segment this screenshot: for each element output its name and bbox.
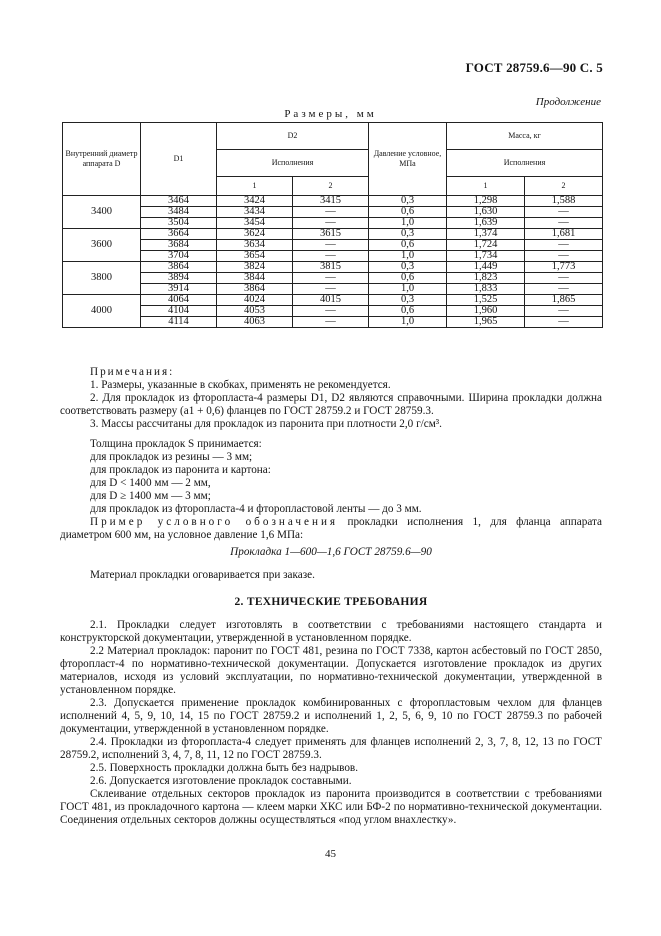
material-note: Материал прокладки оговаривается при заказе. — [90, 569, 315, 581]
table-cell: 3864 — [141, 262, 217, 273]
table-cell: 3504 — [141, 218, 217, 229]
table-cell: 1,525 — [447, 295, 525, 306]
table-cell: 1,823 — [447, 273, 525, 284]
table-cell: 0,6 — [369, 306, 447, 317]
table-cell: — — [293, 240, 369, 251]
header-pressure: Давление условное, МПа — [369, 123, 447, 196]
thickness-line: Толщина прокладок S принимается: — [90, 438, 262, 450]
table-cell: 1,0 — [369, 251, 447, 262]
thickness-line: для прокладок из фторопласта-4 и фторопластовой ленты — до 3 мм. — [90, 503, 422, 515]
table-cell: — — [293, 207, 369, 218]
table-cell: 1,0 — [369, 218, 447, 229]
sizes-caption: Размеры, мм — [284, 108, 377, 120]
thickness-line: для D < 1400 мм — 2 мм, — [90, 477, 211, 489]
table-row — [63, 306, 603, 317]
table-cell: 0,3 — [369, 295, 447, 306]
table-cell: 3844 — [217, 273, 293, 284]
designation: Прокладка 1—600—1,6 ГОСТ 28759.6—90 — [230, 546, 432, 558]
table-cell: 1,773 — [525, 262, 603, 273]
table-cell: 1,0 — [369, 317, 447, 328]
paragraph-2-3: 2.3. Допускается применение прокладок комбинированных с фторопластовым чехлом для фланцев исполнений 4, 5, 9, 10, 14, 15 по ГОСТ 28759.2 и исполнений 1, 2, 5, 6, 9, 10 по ГОСТ 28759.3 по рабочей документации, утвержденной в установленном порядке. — [60, 697, 602, 735]
note-2: 2. Для прокладок из фторопласта-4 размеры D1, D2 являются справочными. Ширина прокладки должна соответствовать размеру (a1 + 0,6) фланцев по ГОСТ 28759.2 и ГОСТ 28759.3. — [60, 392, 602, 417]
table-cell: 1,724 — [447, 240, 525, 251]
table-cell: 1,588 — [525, 196, 603, 207]
table-cell: 1,960 — [447, 306, 525, 317]
paragraph-2-6: 2.6. Допускается изготовление прокладок составными. — [90, 775, 352, 787]
example-text: прокладки исполнения 1, для фланца аппарата диаметром 600 мм, на условное давление 1,6 МПа: — [60, 516, 602, 541]
table-cell: 0,3 — [369, 229, 447, 240]
header-d2: D2 — [217, 123, 369, 150]
table-row — [63, 317, 603, 328]
table-row — [63, 262, 603, 273]
table-cell: — — [525, 284, 603, 295]
table-cell: — — [293, 251, 369, 262]
table-cell: 0,6 — [369, 273, 447, 284]
table-cell: 4053 — [217, 306, 293, 317]
table-cell: 1,298 — [447, 196, 525, 207]
table-cell: — — [293, 273, 369, 284]
table-cell: 1,833 — [447, 284, 525, 295]
table-row — [63, 295, 603, 306]
thickness-line: для D ≥ 1400 мм — 3 мм; — [90, 490, 211, 502]
table-cell: 3484 — [141, 207, 217, 218]
note-3: 3. Массы рассчитаны для прокладок из паронита при плотности 2,0 г/см³. — [90, 418, 442, 430]
table-cell: 4104 — [141, 306, 217, 317]
paragraph-2-5: 2.5. Поверхность прокладки должна быть без надрывов. — [90, 762, 358, 774]
table-cell: 0,3 — [369, 262, 447, 273]
table-cell: 3664 — [141, 229, 217, 240]
dimensions-table — [62, 122, 603, 328]
table-cell: 4063 — [217, 317, 293, 328]
table-cell: 3624 — [217, 229, 293, 240]
table-cell: 4064 — [141, 295, 217, 306]
table-cell: 1,734 — [447, 251, 525, 262]
paragraph-2-7: Склеивание отдельных секторов прокладок из паронита производится в соответствии с требованиями ГОСТ 481, из прокладочного картона — клеем марки ХКС или БФ-2 по нормативно-технической документации. Соединения отдельных секторов должны осуществляться «под углом внахлестку». — [60, 788, 602, 826]
table-cell: 3704 — [141, 251, 217, 262]
page-number: 45 — [325, 848, 336, 860]
thickness-line: для прокладок из паронита и картона: — [90, 464, 271, 476]
table-cell: 3615 — [293, 229, 369, 240]
table-cell: 1,965 — [447, 317, 525, 328]
table-cell: 1,639 — [447, 218, 525, 229]
table-row — [63, 218, 603, 229]
table-cell: — — [525, 240, 603, 251]
table-cell: — — [525, 306, 603, 317]
paragraph-2-4: 2.4. Прокладки из фторопласта-4 следует применять для фланцев исполнений 2, 3, 7, 8, 12, 13 по ГОСТ 28759.2, исполнений 3, 4, 7, 8, 11, 12 по ГОСТ 28759.3. — [60, 736, 602, 761]
table-cell: 1,374 — [447, 229, 525, 240]
note-1: 1. Размеры, указанные в скобках, применять не рекомендуется. — [90, 379, 391, 391]
table-cell: — — [525, 317, 603, 328]
table-cell: 3914 — [141, 284, 217, 295]
header-mass-version-1: 1 — [447, 177, 525, 196]
group-diameter: 3800 — [63, 262, 141, 295]
table-cell: — — [293, 218, 369, 229]
group-diameter: 3600 — [63, 229, 141, 262]
designation-example — [60, 516, 602, 542]
table-cell: — — [525, 251, 603, 262]
table-row — [63, 207, 603, 218]
table-cell: 3464 — [141, 196, 217, 207]
table-cell: 0,6 — [369, 207, 447, 218]
notes-block — [60, 366, 602, 431]
header-version-2: 2 — [293, 177, 369, 196]
table-row — [63, 251, 603, 262]
example-label: Пример условного обозначения — [90, 516, 339, 528]
header-versions-d2: Исполнения — [217, 150, 369, 177]
table-row — [63, 196, 603, 207]
table-cell: 3415 — [293, 196, 369, 207]
table-cell: — — [525, 207, 603, 218]
table-cell: 3815 — [293, 262, 369, 273]
table-cell: 3454 — [217, 218, 293, 229]
table-cell: 4114 — [141, 317, 217, 328]
thickness-line: для прокладок из резины — 3 мм; — [90, 451, 253, 463]
header-version-1: 1 — [217, 177, 293, 196]
table-cell: 3894 — [141, 273, 217, 284]
table-cell: — — [293, 306, 369, 317]
table-cell: — — [293, 284, 369, 295]
paragraph-2-1: 2.1. Прокладки следует изготовлять в соответствии с требованиями настоящего стандарта и конструкторской документации, утвержденной в установленном порядке. — [60, 619, 602, 644]
table-cell: 1,0 — [369, 284, 447, 295]
table-cell: — — [525, 218, 603, 229]
header-inner-diameter: Внутренний диаметр аппарата D — [63, 123, 141, 196]
table-cell: 0,3 — [369, 196, 447, 207]
document-header: ГОСТ 28759.6—90 С. 5 — [465, 60, 603, 75]
paragraph-2-2: 2.2 Материал прокладок: паронит по ГОСТ 481, резина по ГОСТ 7338, картон асбестовый по ГОСТ 2850, фторопласт-4 по нормативно-технической документации. Допускается изготовление прокладок из других материалов, исходя из условий эксплуатации, по нормативно-технической документации, утвержденной в установленном порядке. — [60, 645, 602, 696]
section-2 — [60, 596, 602, 827]
table-cell: 1,865 — [525, 295, 603, 306]
table-cell: 3824 — [217, 262, 293, 273]
table-cell: 3424 — [217, 196, 293, 207]
table-cell: 1,449 — [447, 262, 525, 273]
continued-label: Продолжение — [535, 96, 601, 108]
group-diameter: 4000 — [63, 295, 141, 328]
header-mass: Масса, кг — [447, 123, 603, 150]
header-mass-version-2: 2 — [525, 177, 603, 196]
table-cell: 3684 — [141, 240, 217, 251]
section-title: 2. ТЕХНИЧЕСКИЕ ТРЕБОВАНИЯ — [234, 596, 428, 608]
notes-title: Примечания: — [90, 366, 175, 378]
table-cell: 1,681 — [525, 229, 603, 240]
header-versions-mass: Исполнения — [447, 150, 603, 177]
table-cell: 1,630 — [447, 207, 525, 218]
table-row — [63, 229, 603, 240]
thickness-block — [60, 438, 602, 582]
table-row — [63, 240, 603, 251]
group-diameter: 3400 — [63, 196, 141, 229]
table-cell: 3634 — [217, 240, 293, 251]
table-cell: 3654 — [217, 251, 293, 262]
table-cell: — — [293, 317, 369, 328]
table-cell: 3864 — [217, 284, 293, 295]
header-d1: D1 — [141, 123, 217, 196]
table-row — [63, 284, 603, 295]
table-cell: 4015 — [293, 295, 369, 306]
table-cell: 0,6 — [369, 240, 447, 251]
table-cell: — — [525, 273, 603, 284]
table-row — [63, 273, 603, 284]
table-cell: 3434 — [217, 207, 293, 218]
table-cell: 4024 — [217, 295, 293, 306]
